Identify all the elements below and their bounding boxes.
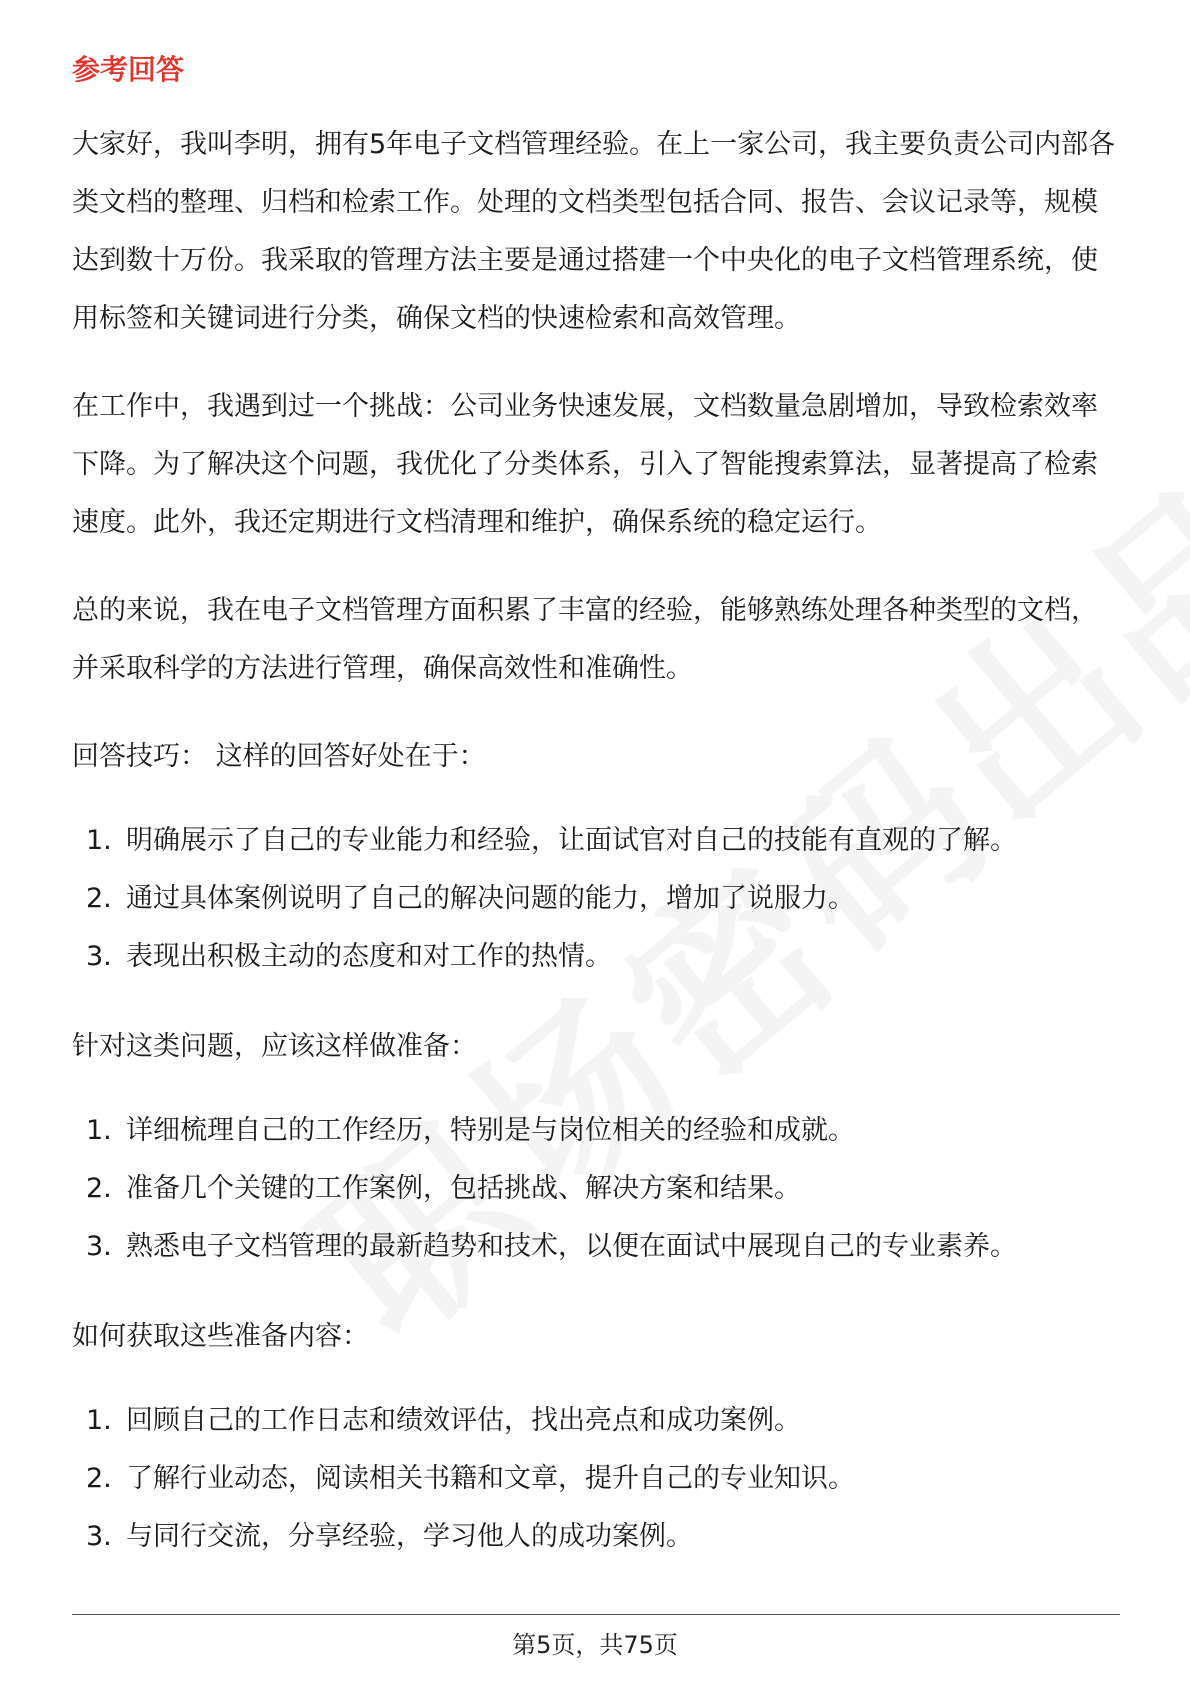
list-number: 3. [86,1231,112,1262]
list-item-text: 表现出积极主动的态度和对工作的热情。 [126,941,612,972]
challenge-paragraph: 在工作中，我遇到过一个挑战：公司业务快速发展，文档数量急剧增加，导致检索效率下降。为了解决这个问题，我优化了分类体系，引入了智能搜索算法，显著提高了检索速度。此外，我还定期进行文档清理和维护，确保系统的稳定运行。 [72,391,1098,538]
list-number: 1. [86,1115,112,1146]
prep-list [72,1102,1122,1276]
summary-paragraph: 总的来说，我在电子文档管理方面积累了丰富的经验，能够熟练处理各种类型的文档，并采取科学的方法进行管理，确保高效性和准确性。 [72,595,1098,684]
list-item [72,1218,1122,1276]
list-item-text: 通过具体案例说明了自己的解决问题的能力，增加了说服力。 [126,883,855,914]
list-number: 3. [86,1521,112,1552]
intro-paragraph: 大家好，我叫李明，拥有5年电子文档管理经验。在上一家公司，我主要负责公司内部各类文档的整理、归档和检索工作。处理的文档类型包括合同、报告、会议记录等，规模达到数十万份。我采取的管理方法主要是通过搭建一个中央化的电子文档管理系统，使用标签和关键词进行分类，确保文档的快速检索和高效管理。 [72,129,1116,334]
list-number: 2. [86,883,112,914]
list-item-text: 与同行交流，分享经验，学习他人的成功案例。 [126,1521,693,1552]
list-item [72,1392,1122,1450]
prep-heading: 针对这类问题，应该这样做准备： [72,1031,477,1062]
list-item [72,812,1122,870]
list-number: 2. [86,1463,112,1494]
list-number: 1. [86,1405,112,1436]
list-number: 3. [86,941,112,972]
list-item [72,1102,1122,1160]
how-heading: 如何获取这些准备内容： [72,1321,369,1352]
tips-heading: 回答技巧： 这样的回答好处在于： [72,741,486,772]
list-item [72,870,1122,928]
how-list [72,1392,1122,1566]
list-item-text: 回顾自己的工作日志和绩效评估，找出亮点和成功案例。 [126,1405,801,1436]
list-item-text: 明确展示了自己的专业能力和经验，让面试官对自己的技能有直观的了解。 [126,825,1017,856]
list-item [72,1160,1122,1218]
list-item-text: 准备几个关键的工作案例，包括挑战、解决方案和结果。 [126,1173,801,1204]
list-item [72,1450,1122,1508]
list-item [72,1508,1122,1566]
list-item-text: 详细梳理自己的工作经历，特别是与岗位相关的经验和成就。 [126,1115,855,1146]
list-item-text: 了解行业动态，阅读相关书籍和文章，提升自己的专业知识。 [126,1463,855,1494]
list-number: 1. [86,825,112,856]
list-number: 2. [86,1173,112,1204]
footer-divider [72,1614,1120,1615]
tips-list [72,812,1122,986]
list-item-text: 熟悉电子文档管理的最新趋势和技术，以便在面试中展现自己的专业素养。 [126,1231,1017,1262]
list-item [72,928,1122,986]
page-number: 第5页，共75页 [512,1631,678,1659]
section-heading: 参考回答 [72,53,185,86]
